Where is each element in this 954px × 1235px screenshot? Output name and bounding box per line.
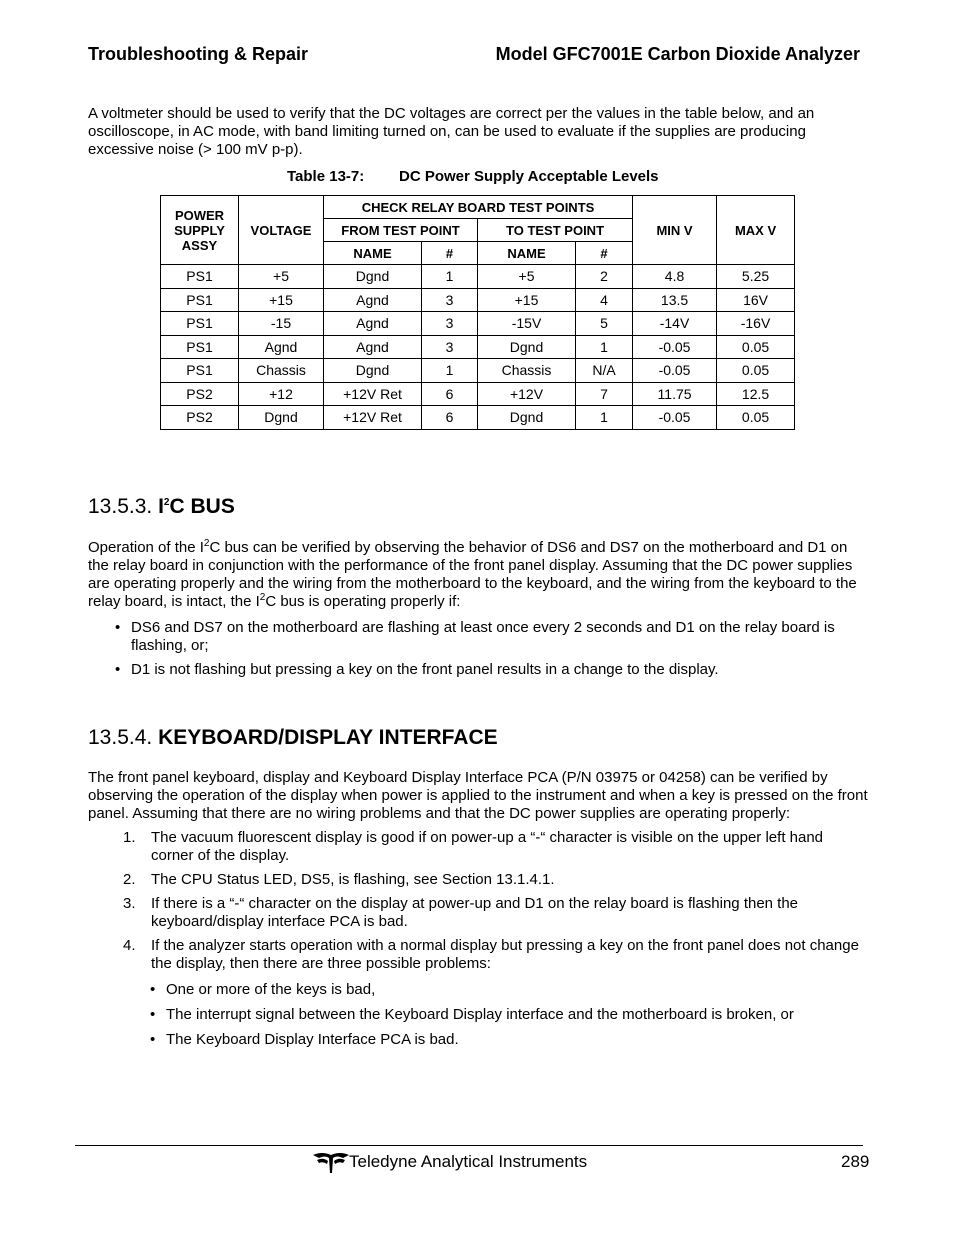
bullet-icon: • <box>150 981 156 998</box>
table-cell: 1 <box>422 265 478 289</box>
table-cell: 11.75 <box>633 382 717 406</box>
section-title-part: I <box>158 495 164 518</box>
list-item <box>123 937 866 973</box>
table-caption <box>287 168 659 185</box>
superscript: 2 <box>203 538 210 549</box>
list-item-text: The interrupt signal between the Keyboard Display interface and the motherboard is broken, or <box>166 1006 794 1023</box>
footer-company-name: Teledyne Analytical Instruments <box>349 1152 588 1171</box>
page-number: 289 <box>841 1152 870 1171</box>
table-cell: Dgnd <box>324 359 422 383</box>
table-cell: -0.05 <box>633 406 717 430</box>
text-run: C bus is operating properly if: <box>265 593 461 610</box>
list-number: 2. <box>123 871 136 888</box>
table-cell: -0.05 <box>633 359 717 383</box>
table-cell: 12.5 <box>717 382 795 406</box>
header-section-title: Troubleshooting & Repair <box>88 44 309 64</box>
superscript: 2 <box>259 592 266 603</box>
table-cell: +15 <box>239 288 324 312</box>
table-caption-title: DC Power Supply Acceptable Levels <box>399 168 659 185</box>
table-cell: -15 <box>239 312 324 336</box>
col-header-check-relay: CHECK RELAY BOARD TEST POINTS <box>324 196 633 219</box>
list-number: 4. <box>123 937 136 954</box>
table-cell: 2 <box>576 265 633 289</box>
table-cell: -16V <box>717 312 795 336</box>
bullet-icon: • <box>150 1006 156 1023</box>
table-cell: 3 <box>422 335 478 359</box>
list-item-text: DS6 and DS7 on the motherboard are flashing at least once every 2 seconds and D1 on the relay board is flashing, or; <box>131 619 835 654</box>
section-heading-keyboard-display <box>88 726 498 750</box>
table-cell: Chassis <box>478 359 576 383</box>
table-caption-number: Table 13-7: <box>287 168 365 185</box>
bullet-icon: • <box>115 619 121 636</box>
section-title <box>158 495 235 518</box>
table-cell: PS1 <box>161 359 239 383</box>
list-item-text: If there is a “-“ character on the display at power-up and D1 on the relay board is flashing then the keyboard/display interface PCA is bad. <box>151 895 799 930</box>
header-document-title: Model GFC7001E Carbon Dioxide Analyzer <box>495 44 860 64</box>
list-item-text: One or more of the keys is bad, <box>166 981 376 998</box>
table-cell: 1 <box>576 335 633 359</box>
table-cell: 0.05 <box>717 406 795 430</box>
section-title: KEYBOARD/DISPLAY INTERFACE <box>158 726 498 749</box>
list-item-text: If the analyzer starts operation with a normal display but pressing a key on the front panel does not change the display, then there are three possible problems: <box>151 937 859 972</box>
table-cell: PS2 <box>161 382 239 406</box>
col-header-to-name: NAME <box>478 242 576 265</box>
table-cell: +15 <box>478 288 576 312</box>
col-header-from-number: # <box>422 242 478 265</box>
table-cell: 1 <box>422 359 478 383</box>
table-cell: 7 <box>576 382 633 406</box>
table-cell: +12V <box>478 382 576 406</box>
table-row <box>161 265 795 289</box>
table-cell: 6 <box>422 382 478 406</box>
list-item-text: The Keyboard Display Interface PCA is bad. <box>166 1031 459 1048</box>
table-cell: Dgnd <box>324 265 422 289</box>
col-header-min-v: MIN V <box>633 196 717 265</box>
table-cell: Dgnd <box>478 335 576 359</box>
table-cell: 0.05 <box>717 335 795 359</box>
table-row <box>161 312 795 336</box>
list-item <box>150 981 866 999</box>
table-cell: +12 <box>239 382 324 406</box>
table-cell: PS2 <box>161 406 239 430</box>
table-cell: Agnd <box>324 288 422 312</box>
list-item <box>150 1031 866 1049</box>
table-cell: 16V <box>717 288 795 312</box>
list-item <box>123 829 866 865</box>
list-item-text: The CPU Status LED, DS5, is flashing, see Section 13.1.4.1. <box>151 871 555 888</box>
table-cell: PS1 <box>161 312 239 336</box>
text-run: C bus can be verified by observing the behavior of DS6 and DS7 on the motherboard and D1 on the relay board in conjunction with the performance of the front panel display. Assuming that the DC power supplies are operating properly and the wiring from the motherboard to the keyboard, and the wiring from the keyboard to the relay board, is intact, the I <box>88 539 857 610</box>
section-title-part: C BUS <box>169 495 235 518</box>
intro-paragraph: A voltmeter should be used to verify that the DC voltages are correct per the values in the table below, and an oscilloscope, in AC mode, with band limiting turned on, can be used to evaluate if the supplies are producing excessive noise (> 100 mV p-p). <box>88 105 815 158</box>
teledyne-logo-icon <box>313 1151 349 1173</box>
table-cell: -15V <box>478 312 576 336</box>
list-item-text: The vacuum fluorescent display is good if on power-up a “-“ character is visible on the upper left hand corner of the display. <box>151 829 824 864</box>
table-row <box>161 288 795 312</box>
section-number: 13.5.4. <box>88 726 153 749</box>
table-cell: 4 <box>576 288 633 312</box>
table-cell: 5 <box>576 312 633 336</box>
table-row <box>161 406 795 430</box>
bullet-icon: • <box>115 661 121 678</box>
table-cell: +5 <box>239 265 324 289</box>
table-cell: 4.8 <box>633 265 717 289</box>
list-item-text: D1 is not flashing but pressing a key on the front panel results in a change to the display. <box>131 661 719 678</box>
table-cell: Agnd <box>239 335 324 359</box>
section-title-superscript: 2 <box>163 497 170 508</box>
table-cell: Dgnd <box>239 406 324 430</box>
section-number: 13.5.3. <box>88 495 153 518</box>
table-cell: +12V Ret <box>324 406 422 430</box>
keyboard-paragraph: The front panel keyboard, display and Keyboard Display Interface PCA (P/N 03975 or 04258) can be verified by observing the operation of the display when power is applied to the instrument and when a key is pressed on the front panel. Assuming that there are no wiring problems and that the DC power supplies are operating properly: <box>88 769 868 822</box>
table-cell: -0.05 <box>633 335 717 359</box>
table-cell: -14V <box>633 312 717 336</box>
table-cell: 3 <box>422 312 478 336</box>
table-cell: 1 <box>576 406 633 430</box>
footer-divider <box>75 1145 863 1146</box>
list-item <box>123 871 866 889</box>
col-header-to-number: # <box>576 242 633 265</box>
table-cell: PS1 <box>161 265 239 289</box>
dc-power-supply-table <box>160 195 795 430</box>
table-cell: Chassis <box>239 359 324 383</box>
col-header-from-name: NAME <box>324 242 422 265</box>
table-row <box>161 382 795 406</box>
table-cell: +12V Ret <box>324 382 422 406</box>
table-cell: N/A <box>576 359 633 383</box>
list-item <box>150 1006 866 1024</box>
list-item <box>115 619 866 655</box>
table-row <box>161 335 795 359</box>
table-cell: 0.05 <box>717 359 795 383</box>
section-heading-i2c-bus <box>88 495 235 519</box>
text-run: Operation of the I <box>88 539 204 556</box>
bullet-icon: • <box>150 1031 156 1048</box>
table-cell: +5 <box>478 265 576 289</box>
list-number: 3. <box>123 895 136 912</box>
table-cell: Dgnd <box>478 406 576 430</box>
list-number: 1. <box>123 829 136 846</box>
list-item <box>115 661 866 679</box>
col-header-to: TO TEST POINT <box>478 219 633 242</box>
table-cell: Agnd <box>324 335 422 359</box>
table-cell: 13.5 <box>633 288 717 312</box>
table-cell: PS1 <box>161 335 239 359</box>
table-cell: 5.25 <box>717 265 795 289</box>
i2c-paragraph <box>88 539 868 611</box>
col-header-assy: POWER SUPPLY ASSY <box>161 196 239 265</box>
table-cell: Agnd <box>324 312 422 336</box>
col-header-voltage: VOLTAGE <box>239 196 324 265</box>
list-item <box>123 895 866 931</box>
table-cell: PS1 <box>161 288 239 312</box>
table-row <box>161 359 795 383</box>
col-header-from: FROM TEST POINT <box>324 219 478 242</box>
table-cell: 3 <box>422 288 478 312</box>
col-header-max-v: MAX V <box>717 196 795 265</box>
table-cell: 6 <box>422 406 478 430</box>
